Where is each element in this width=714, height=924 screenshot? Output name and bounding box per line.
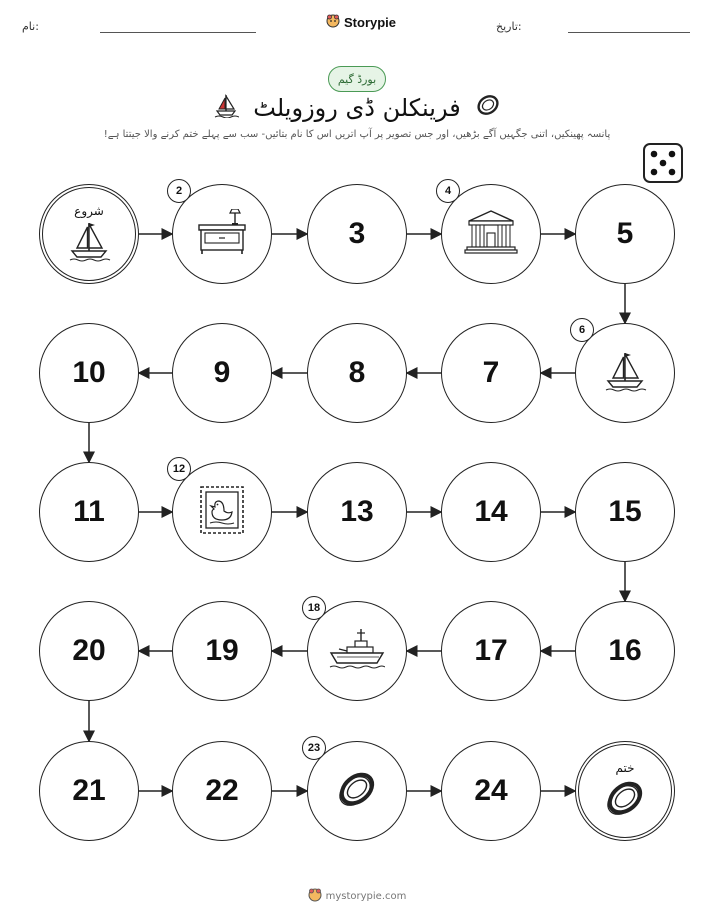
board-cell-13 bbox=[307, 462, 407, 562]
board-cell-15 bbox=[575, 462, 675, 562]
cell-number: 17 bbox=[474, 634, 508, 667]
board-cell-5 bbox=[575, 184, 675, 284]
name-label: نام: bbox=[22, 20, 39, 33]
board-cell-1 bbox=[39, 184, 139, 284]
board-cell-23 bbox=[307, 741, 407, 841]
stamp-icon bbox=[198, 484, 246, 540]
board-cell-22 bbox=[172, 741, 272, 841]
ring-icon bbox=[334, 766, 380, 816]
ring-icon bbox=[602, 775, 648, 825]
cell-number: 24 bbox=[474, 774, 508, 807]
cell-number: 14 bbox=[474, 495, 508, 528]
battleship-icon bbox=[329, 627, 385, 675]
board-cell-21 bbox=[39, 741, 139, 841]
building-icon bbox=[464, 209, 518, 259]
board-cell-3 bbox=[307, 184, 407, 284]
cell-number-badge: 6 bbox=[570, 318, 594, 342]
cell-number-badge: 18 bbox=[302, 596, 326, 620]
cell-number: 15 bbox=[608, 495, 642, 528]
storypie-logo-icon bbox=[326, 14, 340, 31]
board-cell-20 bbox=[39, 601, 139, 701]
end-label: ختم bbox=[615, 761, 635, 775]
cell-number: 8 bbox=[348, 356, 366, 389]
board-cell-6 bbox=[575, 323, 675, 423]
brand-name: Storypie bbox=[344, 15, 397, 30]
sailboat-icon bbox=[602, 348, 648, 398]
cell-number: 9 bbox=[213, 356, 231, 389]
cell-number: 19 bbox=[205, 634, 239, 667]
cell-number: 20 bbox=[72, 634, 106, 667]
cell-number: 22 bbox=[205, 774, 239, 807]
cell-number: 3 bbox=[348, 217, 366, 250]
board-cell-11 bbox=[39, 462, 139, 562]
instructions: پانسہ پھینکیں، اتنی جگہیں آگے بڑھیں، اور جس تصویر پر آپ اتریں اس کا نام بتائیں- سب سے پہلے ختم کرنے والا جیتتا ہے! bbox=[103, 129, 611, 140]
board-cell-24 bbox=[441, 741, 541, 841]
board-cell-2 bbox=[172, 184, 272, 284]
board-cell-8 bbox=[307, 323, 407, 423]
board-cell-25 bbox=[575, 741, 675, 841]
cell-number: 13 bbox=[340, 495, 374, 528]
start-label: شروع bbox=[74, 204, 104, 218]
board-cell-18 bbox=[307, 601, 407, 701]
cell-number-badge: 12 bbox=[167, 457, 191, 481]
sailboat-icon bbox=[213, 92, 239, 124]
cell-number: 16 bbox=[608, 634, 642, 667]
board-cell-16 bbox=[575, 601, 675, 701]
desk-icon bbox=[195, 209, 249, 259]
board-cell-12 bbox=[172, 462, 272, 562]
category-badge: بورڈ گیم bbox=[328, 66, 386, 92]
board-cell-7 bbox=[441, 323, 541, 423]
date-field-line[interactable] bbox=[568, 32, 690, 33]
brand bbox=[326, 14, 396, 31]
board-cell-9 bbox=[172, 323, 272, 423]
board-cell-10 bbox=[39, 323, 139, 423]
cell-number: 11 bbox=[73, 495, 105, 528]
board-cell-4 bbox=[441, 184, 541, 284]
cell-number: 7 bbox=[482, 356, 500, 389]
cell-number: 5 bbox=[616, 217, 634, 250]
board-cell-14 bbox=[441, 462, 541, 562]
date-label: تاریخ: bbox=[496, 20, 522, 33]
storypie-footer-icon bbox=[308, 888, 322, 905]
cell-number: 21 bbox=[72, 774, 106, 807]
title-row bbox=[0, 92, 714, 124]
cell-number: 10 bbox=[72, 356, 106, 389]
dice-icon bbox=[642, 142, 684, 188]
sailboat-icon bbox=[66, 218, 112, 268]
ring-icon bbox=[475, 92, 501, 124]
cell-number-badge: 2 bbox=[167, 179, 191, 203]
cell-number-badge: 23 bbox=[302, 736, 326, 760]
name-field-line[interactable] bbox=[100, 32, 256, 33]
footer-site[interactable]: mystorypie.com bbox=[325, 891, 407, 902]
board-cell-17 bbox=[441, 601, 541, 701]
footer bbox=[0, 888, 714, 905]
page-title: فرینکلن ڈی روزویلٹ bbox=[253, 94, 461, 122]
board-cell-19 bbox=[172, 601, 272, 701]
cell-number-badge: 4 bbox=[436, 179, 460, 203]
